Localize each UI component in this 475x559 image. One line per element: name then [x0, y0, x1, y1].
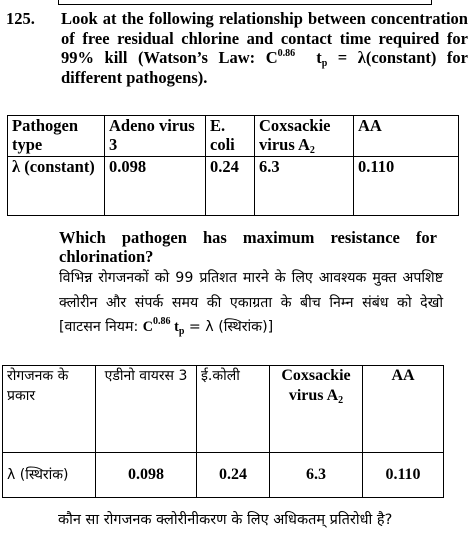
value-cell: 0.098	[105, 157, 206, 216]
pathogen-table-english	[7, 115, 459, 216]
header-cell: Adeno virus 3	[105, 116, 206, 157]
value-cell: 0.24	[197, 453, 270, 498]
value-cell: 6.3	[255, 157, 354, 216]
header-cell: एडीनो वायरस 3	[96, 366, 197, 453]
question-number: 125.	[6, 9, 35, 28]
header-cell: Pathogen type	[8, 116, 105, 157]
value-cell: 0.110	[354, 157, 459, 216]
table-header-row	[3, 366, 444, 453]
question-english-prompt: Which pathogen has maximum resistance for chlorination?	[59, 228, 437, 266]
value-cell: 0.110	[363, 453, 444, 498]
question-hindi-intro: विभिन्न रोगजनकों को 99 प्रतिशत मारने के लिए आवश्यक मुक्त अपशिष्ट क्लोरीन और संपर्क समय की एकाग्रता के बीच निम्न संबंध को देखो [वाटसन नियम: $C^{0.86}$ $t_p = \lambda$ (स्थिरांक)]	[59, 270, 443, 337]
row-label-cell: λ (constant)	[8, 157, 105, 216]
pathogen-table-hindi	[2, 365, 444, 498]
header-cell: ई.कोली	[197, 366, 270, 453]
table-row	[3, 453, 444, 498]
header-cell: Coxsackie virus $A_2$	[255, 116, 354, 157]
header-cell: E. coli	[206, 116, 255, 157]
row-label-cell: λ (स्थिरांक)	[3, 453, 96, 498]
question-english-intro	[6, 9, 468, 87]
header-cell: AA	[363, 366, 444, 453]
table-row	[8, 157, 459, 216]
value-cell: 0.24	[206, 157, 255, 216]
question-intro-text: Look at the following relationship between concentration of free residual chlorine and contact time required for 99% kill (Watson’s Law:	[61, 9, 468, 67]
value-cell: 6.3	[270, 453, 363, 498]
previous-question-box-edge	[58, 0, 432, 5]
watson-formula-hindi: $C^{0.86}$ $t_p$	[142, 316, 185, 337]
value-cell: 0.098	[96, 453, 197, 498]
watson-formula: $C^{0.86}$ $t_p$ = λ(constant) for different pathogens).	[61, 48, 468, 87]
header-cell: Coxsackie virus $A_2$	[270, 366, 363, 453]
header-cell: AA	[354, 116, 459, 157]
question-hindi-prompt: कौन सा रोगजनक क्लोरीनीकरण के लिए अधिकतम् प्रतिरोधी है?	[58, 512, 393, 528]
table-header-row	[8, 116, 459, 157]
header-cell: रोगजनक के प्रकार	[3, 366, 96, 453]
